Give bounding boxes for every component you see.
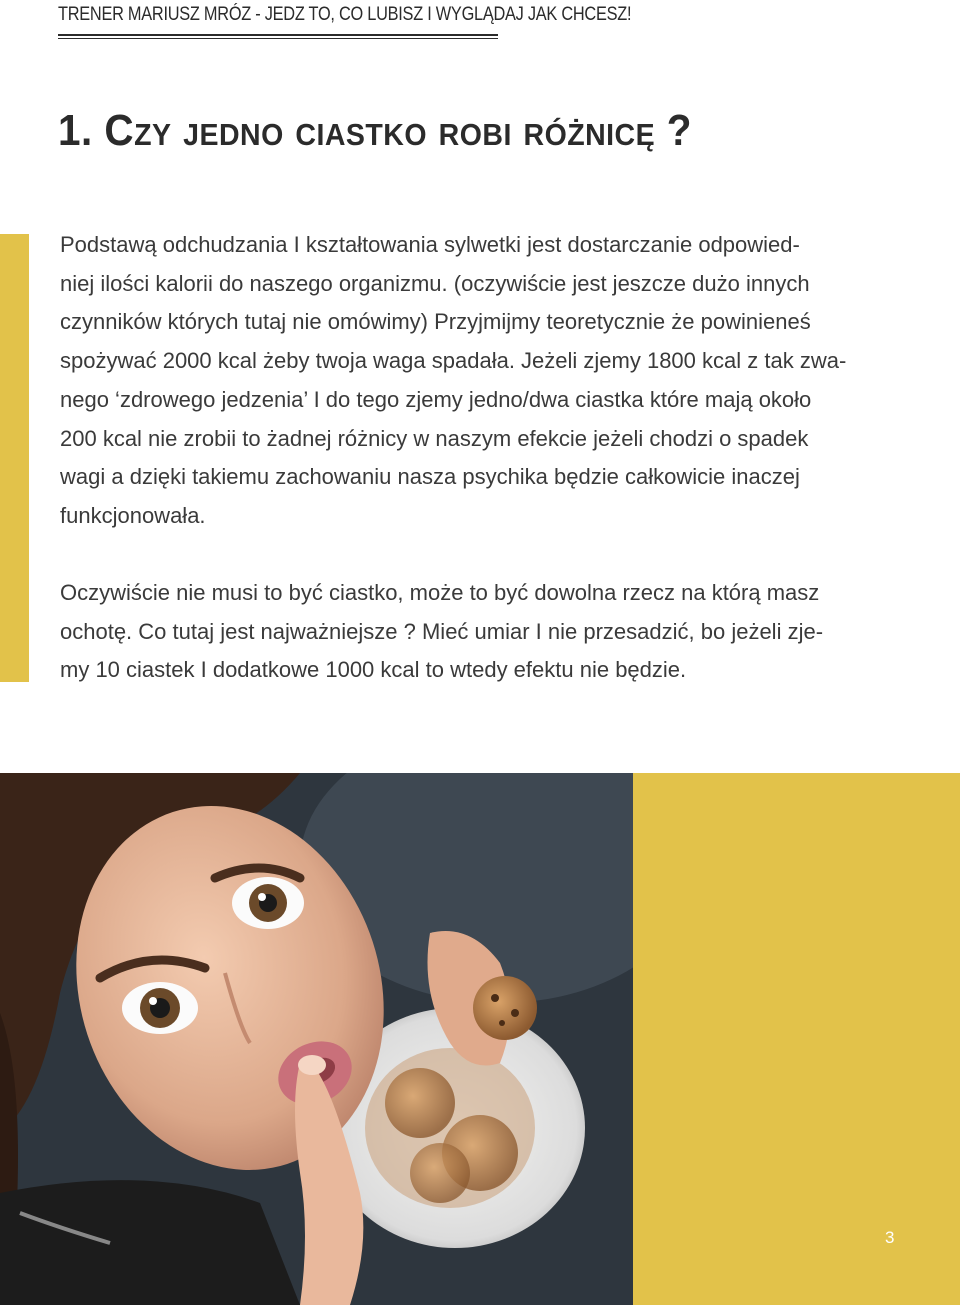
- woman-eating-cookie-photo: [0, 773, 633, 1305]
- paragraph-line: spożywać 2000 kcal żeby twoja waga spadała. Jeżeli zjemy 1800 kcal z tak zwa-: [60, 348, 847, 374]
- paragraph-line: niej ilości kalorii do naszego organizmu. (oczywiście jest jeszcze dużo innych: [60, 270, 810, 296]
- photo-illustration: [0, 773, 633, 1305]
- paragraph-line: funkcjonowała.: [60, 502, 206, 528]
- paragraph-1: [60, 226, 910, 536]
- paragraph-line: nego ‘zdrowego jedzenia’ I do tego zjemy jedno/dwa ciastka które mają około: [60, 386, 812, 412]
- paragraph-line: Podstawą odchudzania I kształtowania sylwetki jest dostarczanie odpowied-: [60, 232, 800, 257]
- left-accent-bar: [0, 234, 29, 682]
- paragraph-2: [60, 574, 910, 690]
- paragraph-line: my 10 ciastek I dodatkowe 1000 kcal to wtedy efektu nie będzie.: [60, 657, 687, 683]
- page-number: 3: [885, 1228, 895, 1247]
- running-header: TRENER MARIUSZ MRÓZ - JEDZ TO, CO LUBISZ I WYGLĄDAJ JAK CHCESZ!: [58, 4, 632, 25]
- paragraph-line: ochotę. Co tutaj jest najważniejsze ? Mieć umiar I nie przesadzić, bo jeżeli zje-: [60, 618, 824, 644]
- paragraph-line: czynników których tutaj nie omówimy) Przyjmijmy teoretycznie że powinieneś: [60, 309, 811, 335]
- header-rule: [58, 34, 498, 39]
- right-accent-block: [633, 773, 960, 1305]
- paragraph-line: wagi a dzięki takiemu zachowaniu nasza psychika będzie całkowicie inaczej: [60, 464, 800, 490]
- chapter-title: 1. Czy jedno ciastko robi różnicę ?: [58, 106, 692, 155]
- paragraph-line: 200 kcal nie zrobii to żadnej różnicy w naszym efekcie jeżeli chodzi o spadek: [60, 425, 809, 451]
- paragraph-line: Oczywiście nie musi to być ciastko, może to być dowolna rzecz na którą masz: [60, 580, 820, 605]
